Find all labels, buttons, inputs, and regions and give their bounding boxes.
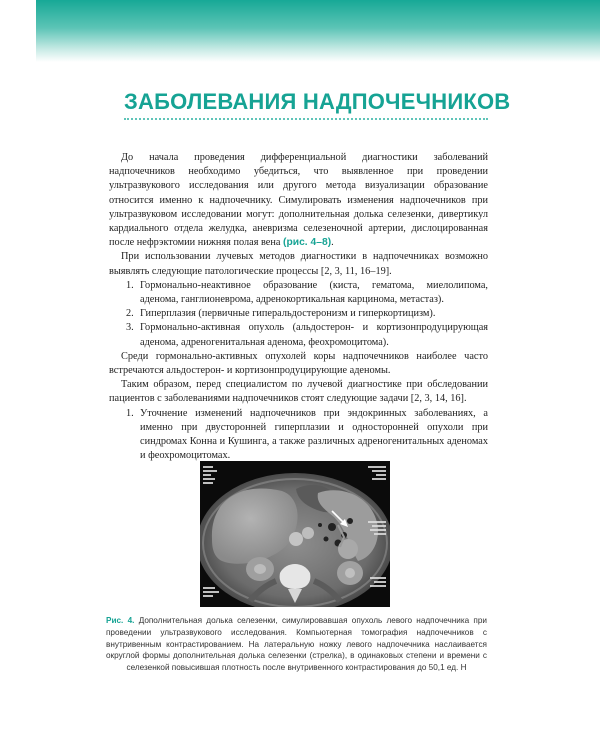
list-item (109, 321, 488, 349)
tasks-list (109, 407, 488, 464)
paragraph-2: При использовании лучевых методов диагностики в надпочечниках возможно выявлять следующие патологические процессы [2, 3, 11, 16–19]. (109, 251, 488, 277)
paragraph-1-end: . (331, 237, 334, 249)
figure-reference-link[interactable]: (рис. 4–8) (283, 237, 332, 249)
figure-caption (106, 615, 487, 674)
list-item (109, 307, 488, 321)
ct-scan-image (200, 461, 390, 607)
list-item-text: Гормонально-неактивное образование (киста, гематома, миелолипома, аденома, ганглионеврома, адренокортикальная карцинома, метастаз). (140, 279, 488, 306)
list-item-number: 1. (126, 407, 134, 419)
list-item (109, 279, 488, 307)
list-item-text: Гормонально-активная опухоль (альдостерон- и кортизонпродуцирующая аденома, адреногенитальная аденома, феохромоцитома). (140, 322, 488, 348)
figure-caption-text: Дополнительная долька селезенки, симулировавшая опухоль левого надпочечника при проведении ультразвукового исследования. Компьютерная томография надпочечников с внутривенным контрастированием. На латеральную ножку левого надпочечника наслаивается округлой формы дополнительная долька селезенки (стрелка), в одинаковых степени и времени с селезенкой повысившая плотность после внутривенного контрастирования до 50,1 ед. Н (106, 616, 487, 673)
list-item-text: Уточнение изменений надпочечников при эндокринных заболеваниях, а именно при двусторонней гиперплазии и односторонней опухоли при синдромах Конна и Кушинга, а также различных адреногенитальных аденомах и феохромоцитомах. (140, 407, 488, 462)
paragraph-1 (109, 151, 488, 250)
chapter-title: ЗАБОЛЕВАНИЯ НАДПОЧЕЧНИКОВ (124, 89, 511, 114)
ct-scan-drawing (200, 461, 390, 607)
list-item-number: 3. (126, 322, 134, 334)
paragraph-1-text: До начала проведения дифференциальной диагностики заболеваний надпочечников необходимо убедиться, что выявленное при проведении ультразвукового исследования или другого метода визуализации образование относится именно к надпочечнику. Симулировать изменения надпочечников при ультразвуковом исследовании могут: дополнительная долька селезенки, дивертикул кардиального отдела желудка, аневризма селезеночной артерии, дислоцированная после нефрэктомии нижняя полая вена (109, 152, 488, 249)
main-text (109, 151, 488, 463)
paragraph-3: Среди гормонально-активных опухолей коры надпочечников наиболее часто встречаются альдостерон- и кортизонпродуцирующие аденомы. (109, 350, 488, 377)
figure-label: Рис. 4. (106, 616, 135, 625)
list-item-number: 2. (126, 308, 134, 320)
header-color-band (36, 0, 600, 62)
pathology-list (109, 279, 488, 350)
paragraph-4: Таким образом, перед специалистом по лучевой диагностике при обследовании пациентов с заболеваниями надпочечников стоят следующие задачи [2, 3, 14, 16]. (109, 379, 488, 405)
list-item (109, 407, 488, 464)
list-item-text: Гиперплазия (первичные гиперальдостеронизм и гиперкортицизм). (140, 308, 436, 320)
list-item-number: 1. (126, 279, 134, 291)
title-dotted-rule (124, 118, 488, 120)
